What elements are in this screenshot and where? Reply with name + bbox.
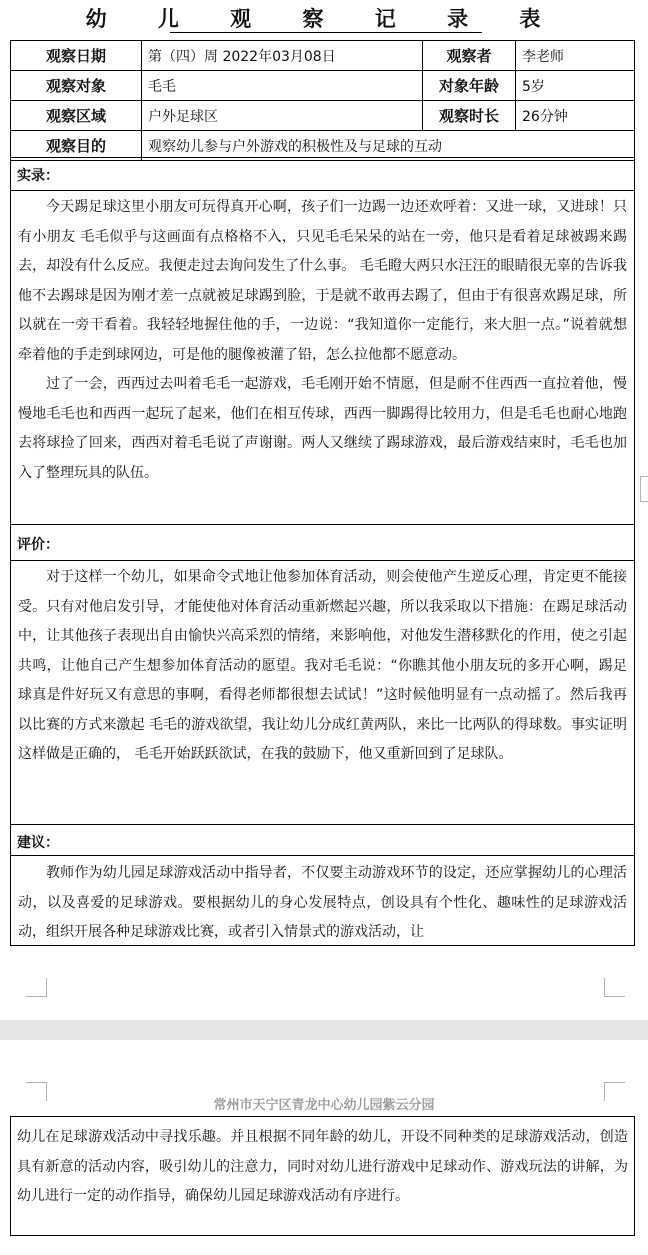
- record-paragraph-1: 今天踢足球这里小朋友可玩得真开心啊，孩子们一边踢一边还欢呼着：又进一球，又进球！只有小朋友 毛毛似乎与这画面有点格格不入，只见毛毛呆呆的站在一旁，他只是看着足球被踢来踢去，却没有什么反应。我便走过去询问发生了什么事。 毛毛瞪大两只水汪汪的眼睛很无辜的告诉我他不去踢球是因为刚才差一点就被足球踢到脸，于是就不敢再去踢了，但由于有很喜欢踢足球，所以就在一旁干看着。我轻轻地握住他的手，一边说：“我知道你一定能行，来大胆一点。”说着就想牵着他的手走到球网边，可是他的腿像被灌了铅，怎么拉他都不愿意动。: [18, 199, 627, 363]
- suggestion-text: [11, 859, 634, 946]
- evaluation-paragraph: 对于这样一个幼儿，如果命令式地让他参加体育活动，则会使他产生逆反心理，肯定更不能接受。只有对他启发引导，才能使他对体育活动重新燃起兴趣，所以我采取以下措施：在踢足球活动中，让其他孩子表现出自由愉快兴高采烈的情绪，来影响他，对他发生潜移默化的作用，使之引起共鸣，让他自己产生想参加体育活动的愿望。我对毛毛说：“你瞧其他小朋友玩的多开心啊，踢足球真是件好玩又有意思的事啊，看得老师都很想去试试！”这时候他明显有一点动摇了。然后我再以比赛的方式来激起 毛毛的游戏欲望，我让幼儿分成红黄两队，来比一比两队的得球数。事实证明这样做是正确的， 毛毛开始跃跃欲试，在我的鼓励下，他又重新回到了足球队。: [18, 569, 627, 762]
- date-value: 第（四）周 2022年03月08日: [142, 41, 423, 71]
- side-tab-icon[interactable]: [640, 476, 648, 502]
- area-value: 户外足球区: [142, 101, 423, 131]
- corner-mark: [26, 978, 47, 997]
- evaluation-heading: 评价：: [17, 537, 59, 553]
- evaluation-text: [11, 563, 634, 770]
- suggestion-paragraph: 教师作为幼儿园足球游戏活动中指导者，不仅要主动游戏环节的设定，还应掌握幼儿的心理活动，以及喜爱的足球游戏。要根据幼儿的身心发展特点，创设具有个性化、趣味性的足球游戏活动，组织开展各种足球游戏比赛，或者引入情景式的游戏活动，让: [18, 865, 627, 940]
- observer-label: 观察者: [423, 41, 516, 71]
- purpose-label: 观察目的: [11, 131, 142, 161]
- corner-mark: [604, 978, 625, 997]
- suggestion-section: [10, 824, 635, 946]
- info-table: [10, 40, 635, 161]
- duration-value: 26分钟: [516, 101, 635, 131]
- observer-value: 李老师: [516, 41, 635, 71]
- subject-label: 观察对象: [11, 71, 142, 101]
- record-text: [11, 193, 634, 488]
- table-row: [11, 131, 635, 161]
- page-gap: [0, 1020, 648, 1040]
- title-underline: [170, 32, 482, 33]
- age-label: 对象年龄: [423, 71, 516, 101]
- table-row: [11, 71, 635, 101]
- table-row: [11, 101, 635, 131]
- record-heading: 实录：: [17, 168, 59, 184]
- suggestion-heading: 建议：: [17, 835, 59, 851]
- record-section: [10, 157, 635, 525]
- purpose-value: 观察幼儿参与户外游戏的积极性及与足球的互动: [142, 131, 635, 161]
- suggestion-continuation: 幼儿在足球游戏活动中寻找乐趣。并且根据不同年龄的幼儿，开设不同种类的足球游戏活动，创造具有新意的活动内容，吸引幼儿的注意力，同时对幼儿进行游戏中足球动作、游戏玩法的讲解，为幼儿进行一定的动作指导，确保幼儿园足球游戏活动有序进行。: [17, 1129, 628, 1204]
- subject-value: 毛毛: [142, 71, 423, 101]
- area-label: 观察区域: [11, 101, 142, 131]
- record-paragraph-2: 过了一会，西西过去叫着毛毛一起游戏，毛毛刚开始不情愿，但是耐不住西西一直拉着他，慢慢地毛毛也和西西一起玩了起来，他们在相互传球，西西一脚踢得比较用力，但是毛毛也耐心地跑去将球捡了回来，西西对着毛毛说了声谢谢。两人又继续了踢球游戏，最后游戏结束时，毛毛也加入了整理玩具的队伍。: [18, 376, 627, 481]
- page-header-school: 常州市天宁区青龙中心幼儿园紫云分园: [213, 1098, 435, 1113]
- document-title: 幼 儿 观 察 记 录 表: [85, 7, 563, 31]
- suggestion-continuation-text: [11, 1123, 634, 1212]
- evaluation-section: [10, 523, 635, 825]
- date-label: 观察日期: [11, 41, 142, 71]
- duration-label: 观察时长: [423, 101, 516, 131]
- table-row: [11, 41, 635, 71]
- suggestion-continuation-box: [10, 1116, 635, 1236]
- age-value: 5岁: [516, 71, 635, 101]
